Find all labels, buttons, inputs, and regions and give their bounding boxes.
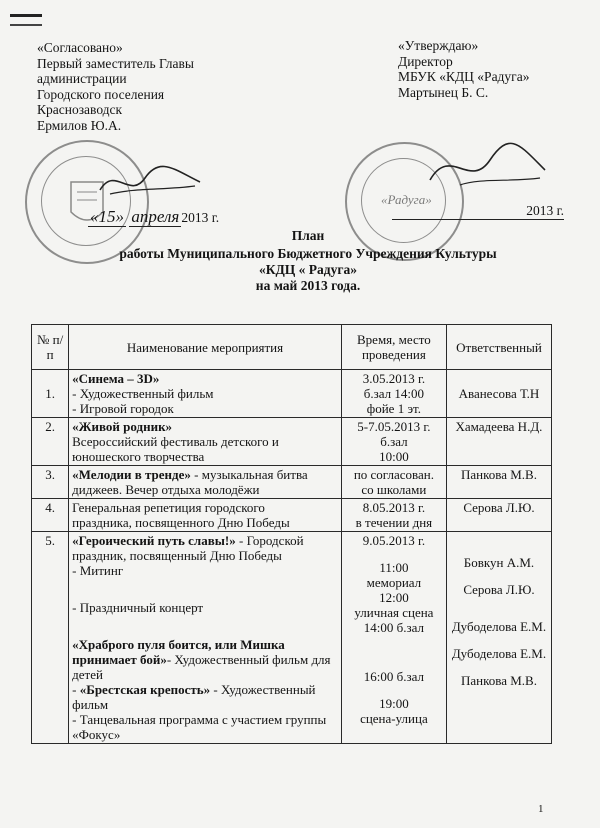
time-line: по согласован.	[353, 467, 434, 482]
event-sub-item	[72, 637, 338, 682]
event-line: - Праздничный концерт	[72, 600, 204, 615]
table-row	[32, 466, 552, 499]
organization-name: «КДЦ « Радуга»	[258, 262, 358, 277]
time-line: мемориал	[366, 575, 422, 590]
approval-right-line: «Утверждаю»	[398, 38, 479, 53]
row-number: 5.	[32, 532, 69, 744]
event-line: Генеральная репетиция городского	[72, 500, 265, 515]
approval-left-line: Городского поселения	[37, 86, 165, 102]
event-line: праздник, посвященный Дню Победы	[72, 548, 282, 563]
event-cell	[69, 418, 342, 466]
table-row	[32, 532, 552, 744]
table-row	[32, 370, 552, 418]
event-cell	[69, 370, 342, 418]
time-line: фойе 1 эт.	[366, 401, 421, 416]
responsible-line: Бовкун А.М.	[463, 555, 535, 570]
events-table	[31, 324, 552, 744]
time-line: 14:00 б.зал	[363, 620, 425, 635]
time-line: сцена-улица	[360, 711, 428, 726]
time-line: 11:00	[379, 560, 409, 575]
event-cell	[69, 466, 342, 499]
time-line: 12:00	[379, 590, 409, 605]
time-line: б.зал	[380, 434, 408, 449]
event-line: - Художественный фильм	[72, 386, 214, 401]
approval-right-block	[398, 38, 529, 100]
row-number: 1.	[32, 370, 69, 418]
event-title: «Живой родник»	[72, 419, 173, 434]
time-cell	[341, 466, 446, 499]
event-line: - Танцевальная программа с участием группы «Фокус»	[72, 712, 327, 742]
responsible-line: Дубоделова Е.М.	[451, 646, 547, 661]
seal-right-text: «Радуга»	[381, 192, 432, 207]
row-number: 2.	[32, 418, 69, 466]
row-number: 3.	[32, 466, 69, 499]
film-desc: - Художественный фильм для детей	[72, 652, 331, 682]
event-sub-item: - «Брестская крепость» - Художественный фильм	[72, 682, 316, 712]
event-title: «Героический путь славы!»	[72, 533, 236, 548]
approval-left-line: Первый заместитель Главы	[37, 55, 194, 71]
event-first-line	[72, 467, 338, 482]
header-number: № п/п	[32, 325, 69, 370]
approval-left-line: администрации	[37, 71, 127, 86]
event-line: Всероссийский фестиваль детского и	[72, 434, 279, 449]
event-line: юношеского творчества	[72, 449, 205, 464]
date-left-month: апреля	[131, 207, 180, 226]
event-line: праздника, посвященного Дню Победы	[72, 515, 290, 530]
responsible-cell: Панкова М.В.	[446, 466, 551, 499]
responsible-line: Серова Л.Ю.	[463, 582, 535, 597]
signature-right	[420, 140, 550, 200]
film-title: «Храброго пуля боится, или Мишка принимает бой»	[72, 637, 285, 667]
event-title-suffix: - музыкальная битва	[190, 467, 308, 482]
responsible-cell: Серова Л.Ю.	[446, 499, 551, 532]
table-header-row	[32, 325, 552, 370]
plan-period: на май 2013 года.	[255, 278, 361, 293]
film-desc: - Художественный фильм	[72, 682, 316, 712]
time-line: со школами	[361, 482, 427, 497]
date-left-year: 2013 г.	[181, 210, 220, 225]
header-time-place: Время, место проведения	[341, 325, 446, 370]
time-line: 3.05.2013 г.	[362, 371, 426, 386]
header-responsible: Ответственный	[446, 325, 551, 370]
table-row	[32, 499, 552, 532]
approval-left-block	[37, 40, 194, 133]
event-cell	[69, 499, 342, 532]
approval-left-line: Краснозаводск	[37, 102, 123, 117]
event-first-line	[72, 533, 338, 548]
signature-left	[95, 160, 205, 205]
time-cell	[341, 532, 446, 744]
event-line: - Игровой городок	[72, 401, 174, 416]
approval-left-line: Ермилов Ю.А.	[37, 117, 122, 133]
responsible-cell	[446, 532, 551, 744]
approval-right-date: 2013 г.	[392, 203, 564, 220]
time-line: б.зал 14:00	[363, 386, 425, 401]
corner-mark	[10, 14, 42, 26]
time-line: 19:00	[379, 696, 409, 711]
time-line: 8.05.2013 г.	[362, 500, 426, 515]
time-cell	[341, 418, 446, 466]
approval-left-line: «Согласовано»	[37, 40, 123, 55]
event-title: «Мелодии в тренде»	[72, 467, 191, 482]
responsible-line: Панкова М.В.	[460, 673, 537, 688]
header-event-name: Наименование мероприятия	[69, 325, 342, 370]
page-number: 1	[538, 803, 544, 815]
approval-left-date	[88, 207, 219, 227]
time-line: в течении дня	[355, 515, 433, 530]
event-title: «Синема – 3D»	[72, 371, 160, 386]
time-cell	[341, 499, 446, 532]
approval-right-line: Директор	[398, 53, 453, 69]
document-title: План	[291, 228, 325, 243]
date-left-day: «15»	[90, 207, 124, 226]
responsible-line: Дубоделова Е.М.	[451, 619, 547, 634]
responsible-cell: Хамадеева Н.Д.	[446, 418, 551, 466]
responsible-cell: Аванесова Т.Н	[446, 370, 551, 418]
approval-right-line: МБУК «КДЦ «Радуга»	[398, 69, 530, 84]
event-title-suffix: - Городской	[235, 533, 304, 548]
row-number: 4.	[32, 499, 69, 532]
time-line: уличная сцена	[354, 605, 434, 620]
time-line: 5-7.05.2013 г.	[357, 419, 431, 434]
time-line: 9.05.2013 г.	[362, 533, 426, 548]
time-line: 10:00	[379, 449, 409, 464]
film-title: «Брестская крепость»	[79, 682, 211, 697]
time-cell	[341, 370, 446, 418]
time-line: 16:00 б.зал	[363, 669, 425, 684]
event-cell	[69, 532, 342, 744]
event-line: - Митинг	[72, 563, 124, 578]
table-row	[32, 418, 552, 466]
document-subtitle: работы Муниципального Бюджетного Учреждения Культуры	[119, 246, 497, 261]
approval-right-line: Мартынец Б. С.	[398, 84, 489, 100]
event-line: диджеев. Вечер отдыха молодёжи	[72, 482, 260, 497]
